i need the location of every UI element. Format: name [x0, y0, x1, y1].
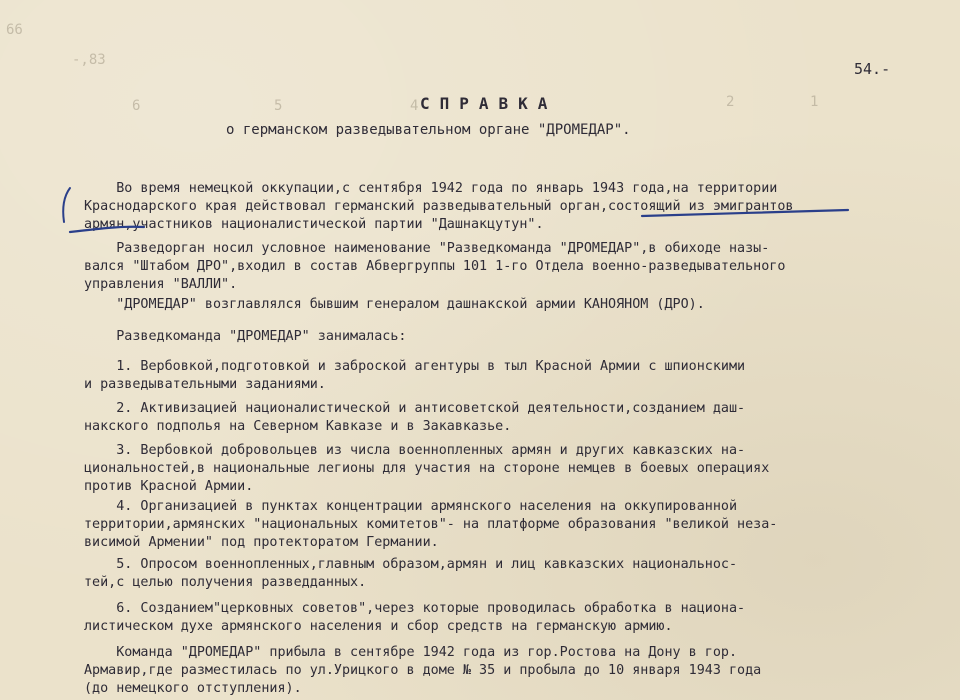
list-item-6: 6. Созданием"церковных советов",через которые проводилась обработка в национа- листическом духе армянского населения и сбор средств на германскую армию.	[84, 601, 746, 634]
bleed-through-mark: 1	[810, 94, 819, 110]
page-number: 54.-	[854, 60, 891, 78]
bleed-through-mark: -,83	[72, 52, 106, 68]
paragraph-naming: Разведорган носил условное наименование "Разведкоманда "ДРОМЕДАР",в обиходе назы- вался "Штабом ДРО",входил в состав Абвергруппы 101 1-го Отдела военно-разведывательного управления "ВАЛЛИ".	[84, 241, 786, 292]
paragraph-arrival: Команда "ДРОМЕДАР" прибыла в сентябре 1942 года из гор.Ростова на Дону в гор. Армавир,где разместилась по ул.Урицкого в доме № 35 и пробыла до 10 января 1943 года (до немецкого отступления).	[84, 645, 762, 696]
document-title: СПРАВКА	[420, 94, 558, 113]
list-item-1: 1. Вербовкой,подготовкой и заброской агентуры в тыл Красной Армии с шпионскими и разведывательными заданиями.	[84, 359, 746, 392]
bleed-through-mark: 5	[274, 98, 283, 114]
paragraph-tasks-heading: Разведкоманда "ДРОМЕДАР" занималась:	[84, 329, 407, 344]
paragraph-leader: "ДРОМЕДАР" возглавлялся бывшим генералом дашнакской армии КАНОЯНОМ (ДРО).	[84, 297, 705, 312]
bleed-through-mark: 66	[6, 22, 23, 38]
list-item-2: 2. Активизацией националистической и антисоветской деятельности,созданием даш- накского подполья на Северном Кавказе и в Закавказье.	[84, 401, 746, 434]
bleed-through-mark: 4	[410, 98, 419, 114]
list-item-3: 3. Вербовкой добровольцев из числа военнопленных армян и других кавказских на- циональностей,в национальные легионы для участия на стороне немцев в боевых операциях против Красной Армии.	[84, 443, 770, 494]
bleed-through-mark: 6	[132, 98, 141, 114]
document-subtitle: о германском разведывательном органе "ДРОМЕДАР".	[226, 122, 631, 138]
list-item-4: 4. Организацией в пунктах концентрации армянского населения на оккупированной территории,армянских "национальных комитетов"- на платформе образования "великой неза- висимой Армении" под протекторатом Германии.	[84, 499, 778, 550]
paragraph-intro: Во время немецкой оккупации,с сентября 1942 года по январь 1943 года,на территории Краснодарского края действовал германский разведывательный орган,состоящий из эмигрантов армян,участников националистической партии "Дашнакцутун".	[84, 181, 794, 232]
bleed-through-mark: 2	[726, 94, 735, 110]
list-item-5: 5. Опросом военнопленных,главным образом,армян и лиц кавказских национальнос- тей,с целью получения разведданных.	[84, 557, 738, 590]
pencil-margin-mark	[58, 186, 74, 226]
